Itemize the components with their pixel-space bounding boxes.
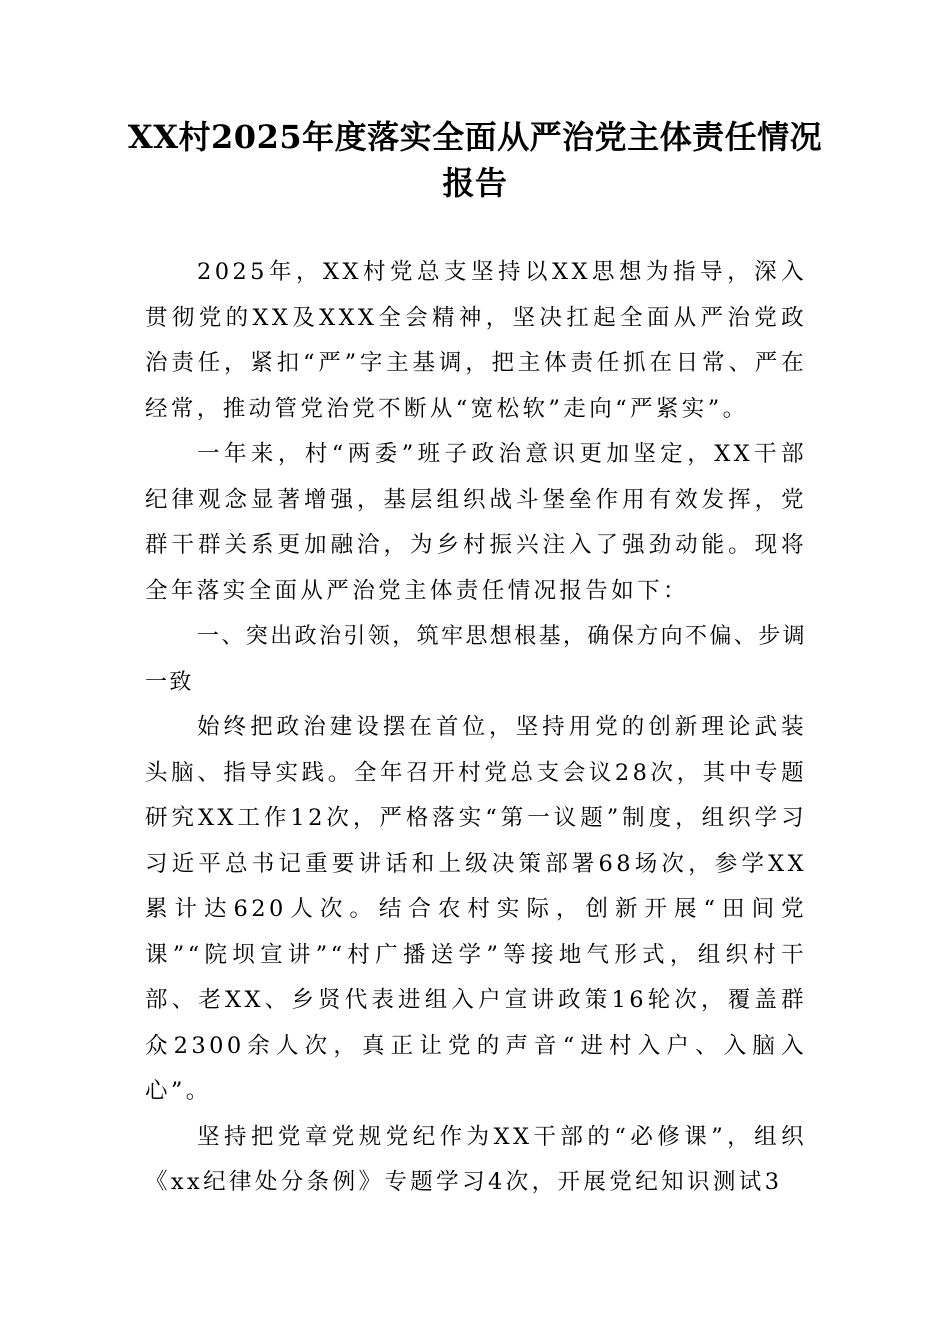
document-title: XX村2025年度落实全面从严治党主体责任情况报告 [127, 118, 823, 202]
document-body [145, 250, 807, 1206]
paragraph-summary: 一年来，村“两委”班子政治意识更加坚定，XX干部纪律观念显著增强，基层组织战斗堡垒作用有效发挥，党群干群关系更加融洽，为乡村振兴注入了强劲动能。现将全年落实全面从严治党主体责任情况报告如下： [145, 441, 807, 604]
paragraph-political-building: 始终把政治建设摆在首位，坚持用党的创新理论武装头脑、指导实践。全年召开村党总支会议28次，其中专题研究XX工作12次，严格落实“第一议题”制度，组织学习习近平总书记重要讲话和上级决策部署68场次，参学XX累计达620人次。结合农村实际，创新开展“田间党课”“院坝宣讲”“村广播送学”等接地气形式，组织村干部、老XX、乡贤代表进组入户宣讲政策16轮次，覆盖群众2300余人次，真正让党的声音“进村入户、入脑入心”。 [145, 714, 807, 1104]
paragraph-party-discipline: 坚持把党章党规党纪作为XX干部的“必修课”，组织《xx纪律处分条例》专题学习4次，开展党纪知识测试3 [145, 1123, 807, 1195]
paragraph-intro: 2025年，XX村党总支坚持以XX思想为指导，深入贯彻党的XX及XXX全会精神，坚决扛起全面从严治党政治责任，紧扣“严”字主基调，把主体责任抓在日常、严在经常，推动管党治党不断从“宽松软”走向“严紧实”。 [145, 259, 807, 422]
section-heading-1: 一、突出政治引领，筑牢思想根基，确保方向不偏、步调一致 [145, 624, 808, 695]
